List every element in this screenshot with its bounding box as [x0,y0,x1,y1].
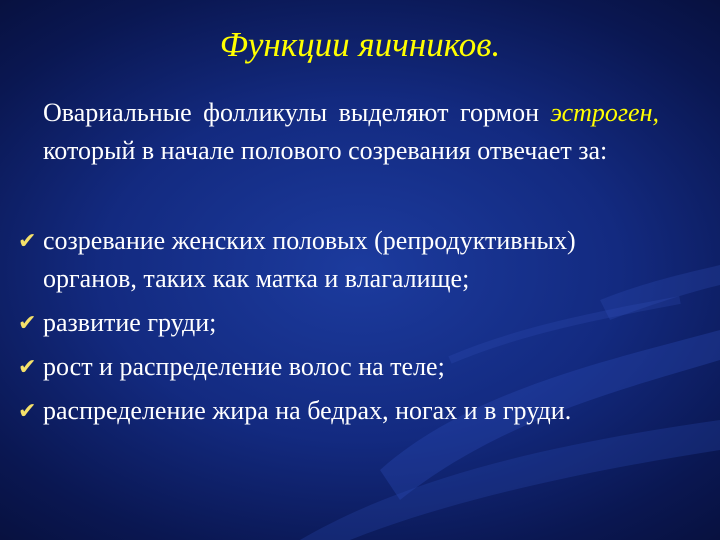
list-item [18,222,668,298]
list-item-text: распределение жира на бедрах, ногах и в груди. [43,396,572,425]
function-list [18,222,668,436]
list-item-text: созревание женских половых (репродуктивных) органов, таких как матка и влагалище; [43,226,576,293]
intro-text-before: Овариальные фолликулы выделяют гормон [43,98,551,127]
checkmark-icon: ✔ [18,355,37,380]
list-item-text: рост и распределение волос на теле; [43,352,445,381]
list-item [18,392,668,430]
checkmark-icon: ✔ [18,311,37,336]
list-item-text: развитие груди; [43,308,217,337]
slide-title: Функции яичников. [219,25,501,64]
checkmark-icon: ✔ [18,229,37,254]
checkmark-icon: ✔ [18,399,37,424]
list-item [18,304,668,342]
intro-paragraph [43,94,659,170]
intro-text-after: который в начале полового созревания отвечает за: [43,136,608,165]
list-item [18,348,668,386]
intro-highlight-estrogen: эстроген, [550,98,659,127]
